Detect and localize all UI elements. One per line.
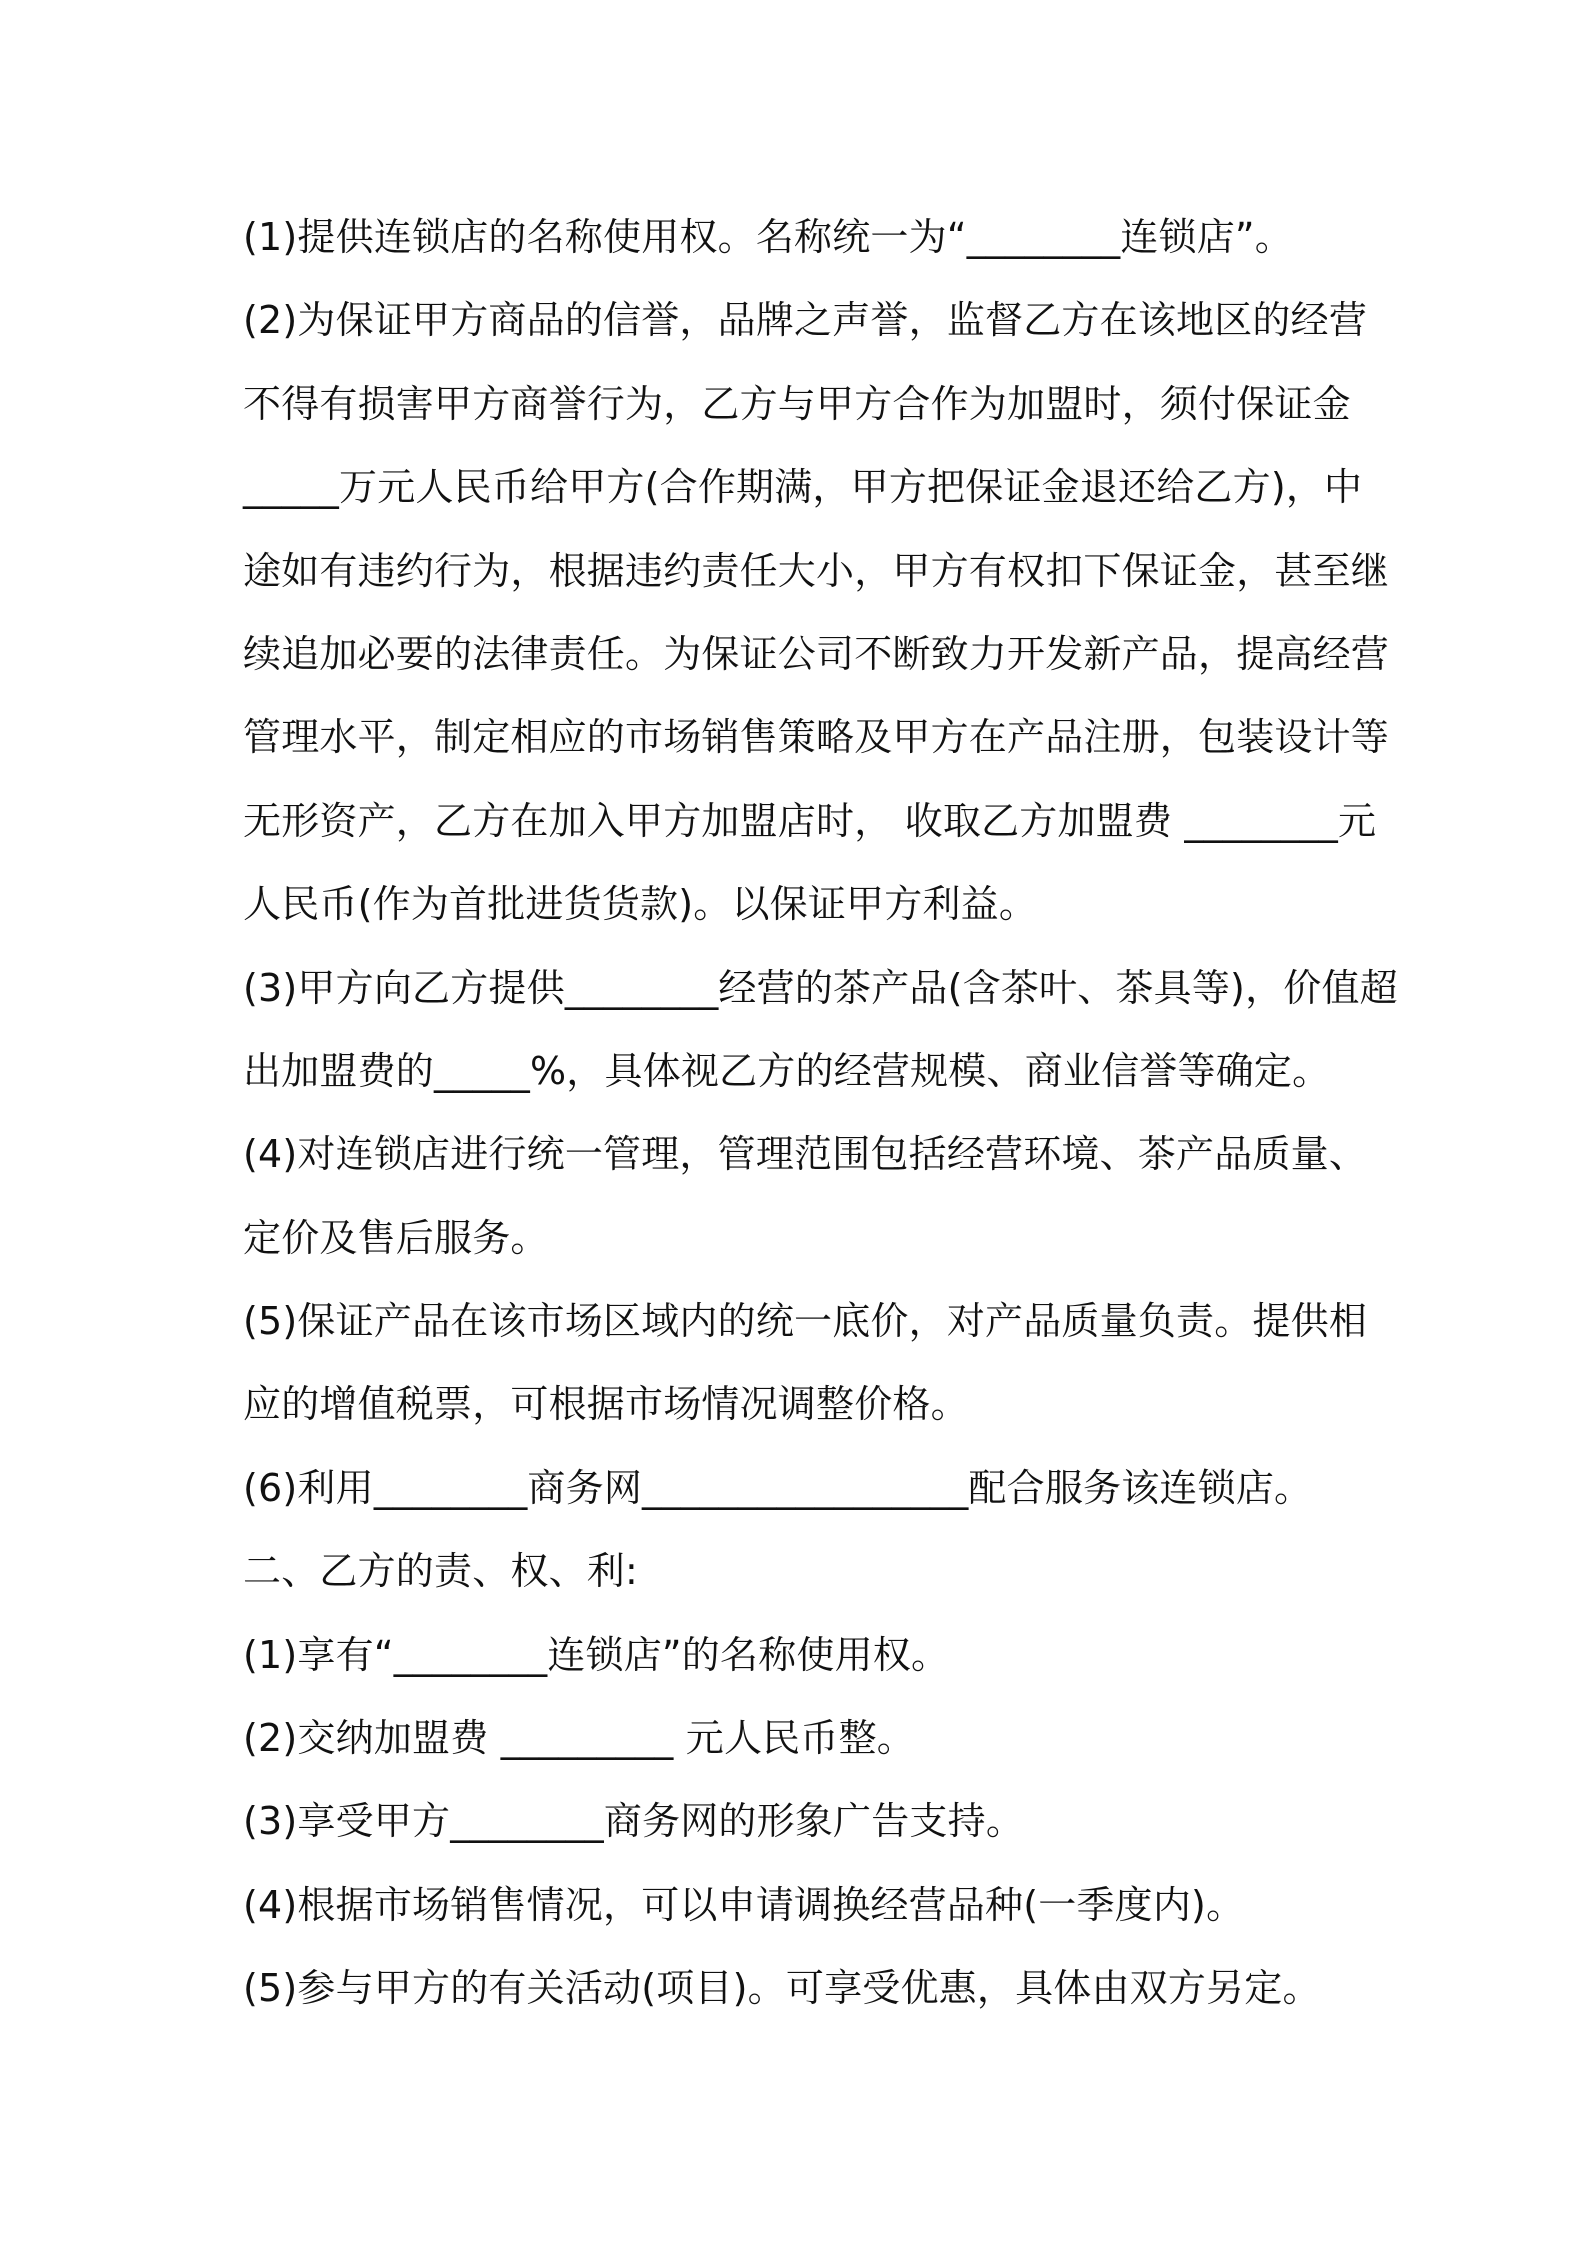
text-line: 途如有违约行为，根据违约责任大小，甲方有权扣下保证金，甚至继 — [243, 548, 1390, 593]
text-line: (4)根据市场销售情况，可以申请调换经营品种(一季度内)。 — [243, 1882, 1245, 1927]
text-line: (2)为保证甲方商品的信誉，品牌之声誉，监督乙方在该地区的经营 — [243, 298, 1368, 343]
section-heading: 二、乙方的责、权、利: — [243, 1549, 639, 1594]
text-line: (3)享受甲方________商务网的形象广告支持。 — [243, 1799, 1025, 1844]
text-line: (2)交纳加盟费 _________ 元人民币整。 — [243, 1716, 915, 1761]
text-line: 不得有损害甲方商誉行为，乙方与甲方合作为加盟时，须付保证金 — [243, 381, 1351, 426]
text-line: (1)享有“________连锁店”的名称使用权。 — [243, 1632, 950, 1677]
text-line: (4)对连锁店进行统一管理，管理范围包括经营环境、茶产品质量、 — [243, 1132, 1368, 1177]
text-line: (6)利用________商务网_________________配合服务该连锁店。 — [243, 1465, 1313, 1510]
text-line: (5)保证产品在该市场区域内的统一底价，对产品质量负责。提供相 — [243, 1299, 1368, 1344]
text-line: 出加盟费的_____%，具体视乙方的经营规模、商业信誉等确定。 — [243, 1048, 1331, 1093]
text-line: (3)甲方向乙方提供________经营的茶产品(含茶叶、茶具等)，价值超 — [243, 965, 1398, 1010]
text-line: (5)参与甲方的有关活动(项目)。可享受优惠，具体由双方另定。 — [243, 1966, 1321, 2011]
text-line: (1)提供连锁店的名称使用权。名称统一为“________连锁店”。 — [243, 215, 1294, 259]
document-body — [243, 196, 1398, 2031]
text-line: 人民币(作为首批进货货款)。以保证甲方利益。 — [243, 882, 1038, 927]
text-line: 无形资产，乙方在加入甲方加盟店时， 收取乙方加盟费 ________元 — [243, 798, 1377, 843]
text-line: 定价及售后服务。 — [243, 1215, 549, 1260]
text-line: 应的增值税票，可根据市场情况调整价格。 — [243, 1382, 969, 1427]
text-line: 续追加必要的法律责任。为保证公司不断致力开发新产品，提高经营 — [243, 631, 1390, 676]
text-line: _____万元人民币给甲方(合作期满，甲方把保证金退还给乙方)，中 — [243, 465, 1363, 510]
text-line: 管理水平，制定相应的市场销售策略及甲方在产品注册，包装设计等 — [243, 715, 1390, 760]
